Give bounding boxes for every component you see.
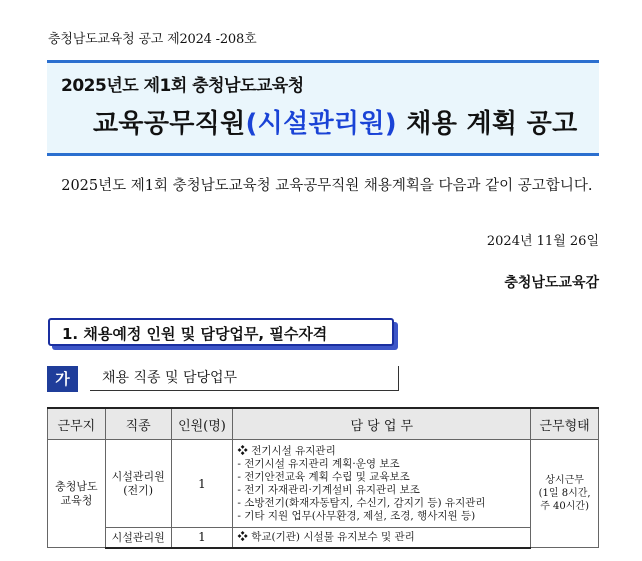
intro-paragraph [52,173,602,199]
subsection-label: 채용 직종 및 담당업무 [90,366,399,391]
table-header-row [48,408,599,440]
title-suffix: 채용 계획 공고 [396,109,578,139]
header-work-type: 근무형태 [531,408,599,440]
title-main [93,103,578,140]
title-prefix: 교육공무직원 [93,109,246,139]
cell-count: 1 [171,440,233,528]
intro-text: 2025년도 제1회 충청남도교육청 교육공무직원 채용계획을 다음과 같이 공고합니다. [61,178,593,194]
cell-workplace: 충청남도 교육청 [48,440,106,548]
duty-item: - 전기시설 유지관리 계획·운영 보조 [237,457,400,470]
header-job: 직종 [105,408,171,440]
issuer: 충청남도교육감 [504,275,599,291]
title-line1: 2025년도 제1회 충청남도교육청 [61,76,304,96]
header-workplace: 근무지 [48,408,106,440]
header-count: 인원(명) [171,408,233,440]
table-row [48,440,599,528]
duty-item: ❖ 전기시설 유지관리 [237,444,336,457]
cell-duties: ❖ 학교(기관) 시설물 유지보수 및 관리 [233,528,531,548]
section-heading: 1. 채용예정 인원 및 담당업무, 필수자격 [48,318,394,346]
title-highlight: (시설관리원) [245,109,397,139]
notice-date: 2024년 11월 26일 [486,234,599,249]
notice-number: 충청남도교육청 공고 제2024 -208호 [48,32,257,47]
duty-item: - 전기안전교육 계획 수립 및 교육보조 [237,470,410,483]
cell-duties [233,440,531,528]
cell-count: 1 [171,528,233,548]
duty-item: - 전기 자재관리·기계설비 유지관리 보조 [237,483,420,496]
duty-item: - 기타 지원 업무(사무환경, 제설, 조경, 행사지원 등) [237,509,476,522]
duty-item: - 소방전기(화재자동탐지, 수신기, 감지기 등) 유지관리 [237,496,486,509]
jobs-table [47,407,599,549]
cell-job: 시설관리원 (전기) [105,440,171,528]
subsection-badge: 가 [47,366,78,392]
cell-job: 시설관리원 [105,528,171,548]
cell-work-type: 상시근무 (1일 8시간, 주 40시간) [531,440,599,548]
header-duties: 담 당 업 무 [233,408,531,440]
table-row [48,528,599,548]
